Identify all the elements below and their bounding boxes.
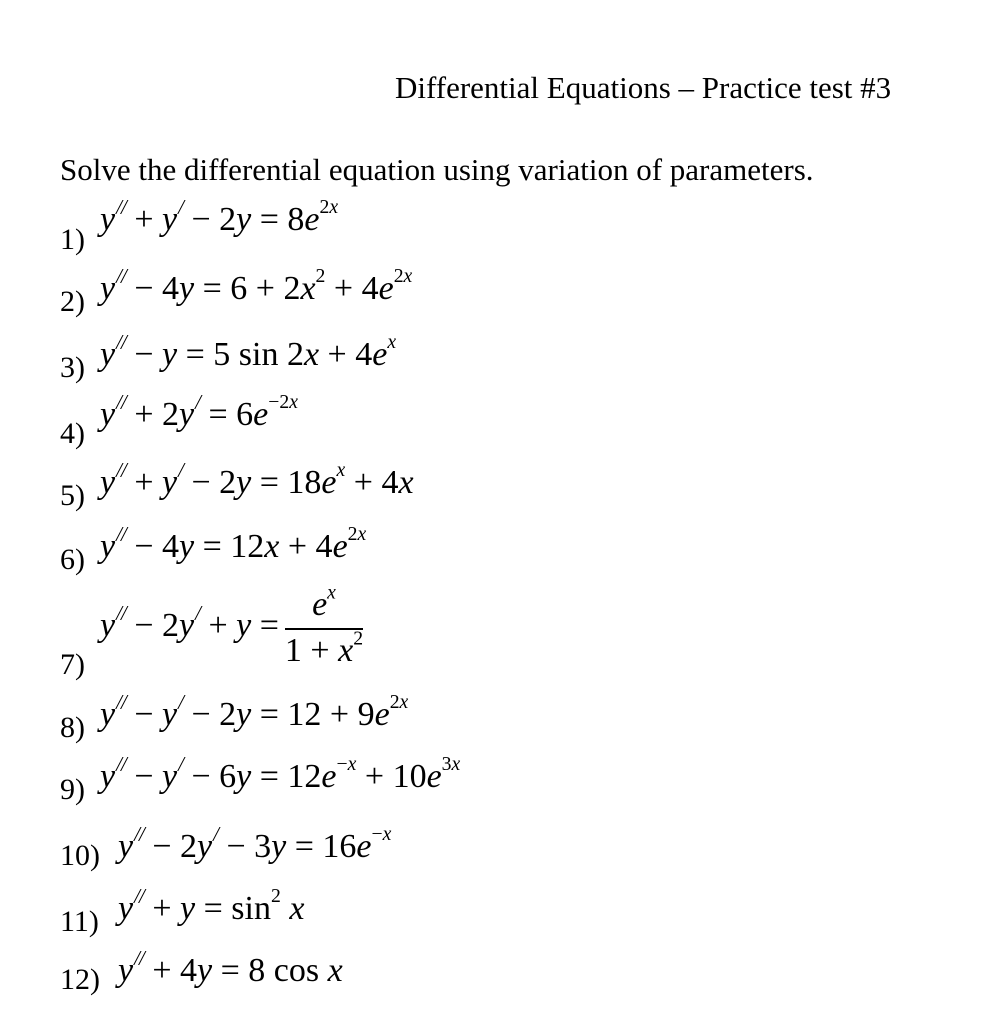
problem-number: 12) [60,963,100,996]
equation: $y^{//} - 4y = 6 + 2x^2 + 4e^{2x}$ [100,264,413,307]
equation: $y^{//} + 2y^/ = 6e^{-2x}$ [100,390,298,433]
equation: $y^{//} + y = \sin^2 x$ [118,884,305,927]
instructions: Solve the differential equation using variation of parameters. [60,152,814,187]
equation: $y^{//} + y^/ - 2y = 8e^{2x}$ [100,195,339,238]
equation: $y^{//} - y^/ - 6y = 12e^{-x} + 10e^{3x}$ [100,752,461,795]
equation: $y^{//} + y^/ - 2y = 18e^x + 4x$ [100,458,414,501]
problem-number: 9) [60,773,85,806]
problem-number: 2) [60,285,85,318]
problem-number: 6) [60,543,85,576]
equation: y// − y = 5 $\sin 2x + 4e^x$ [100,330,397,373]
problem-number: 5) [60,479,85,512]
problem-number: 1) [60,223,85,256]
problem-number: 4) [60,417,85,450]
equation: $y^{//} - 2y^/ - 3y = 16e^{-x}$ [118,822,392,865]
page-title: Differential Equations – Practice test #3 [395,70,892,105]
problem-number: 11) [60,905,99,938]
problem-number: 10) [60,839,100,872]
problem-number: 3) [60,351,85,384]
problem-number: 7) [60,648,85,681]
equation: $y^{//} - y^/ - 2y = 12 + 9e^{2x}$ [100,690,409,733]
equation: $y^{//} - 4y = 12x + 4e^{2x}$ [100,522,367,565]
equation: y// + 4y = 8 cos x [118,946,343,989]
problem-number: 8) [60,711,85,744]
fraction: $\frac{e^x}{1 + x^2}$ [284,581,364,669]
equation: y// − 2y/ + y = $\frac{e^x}{1 + x^2}$ [100,581,364,669]
